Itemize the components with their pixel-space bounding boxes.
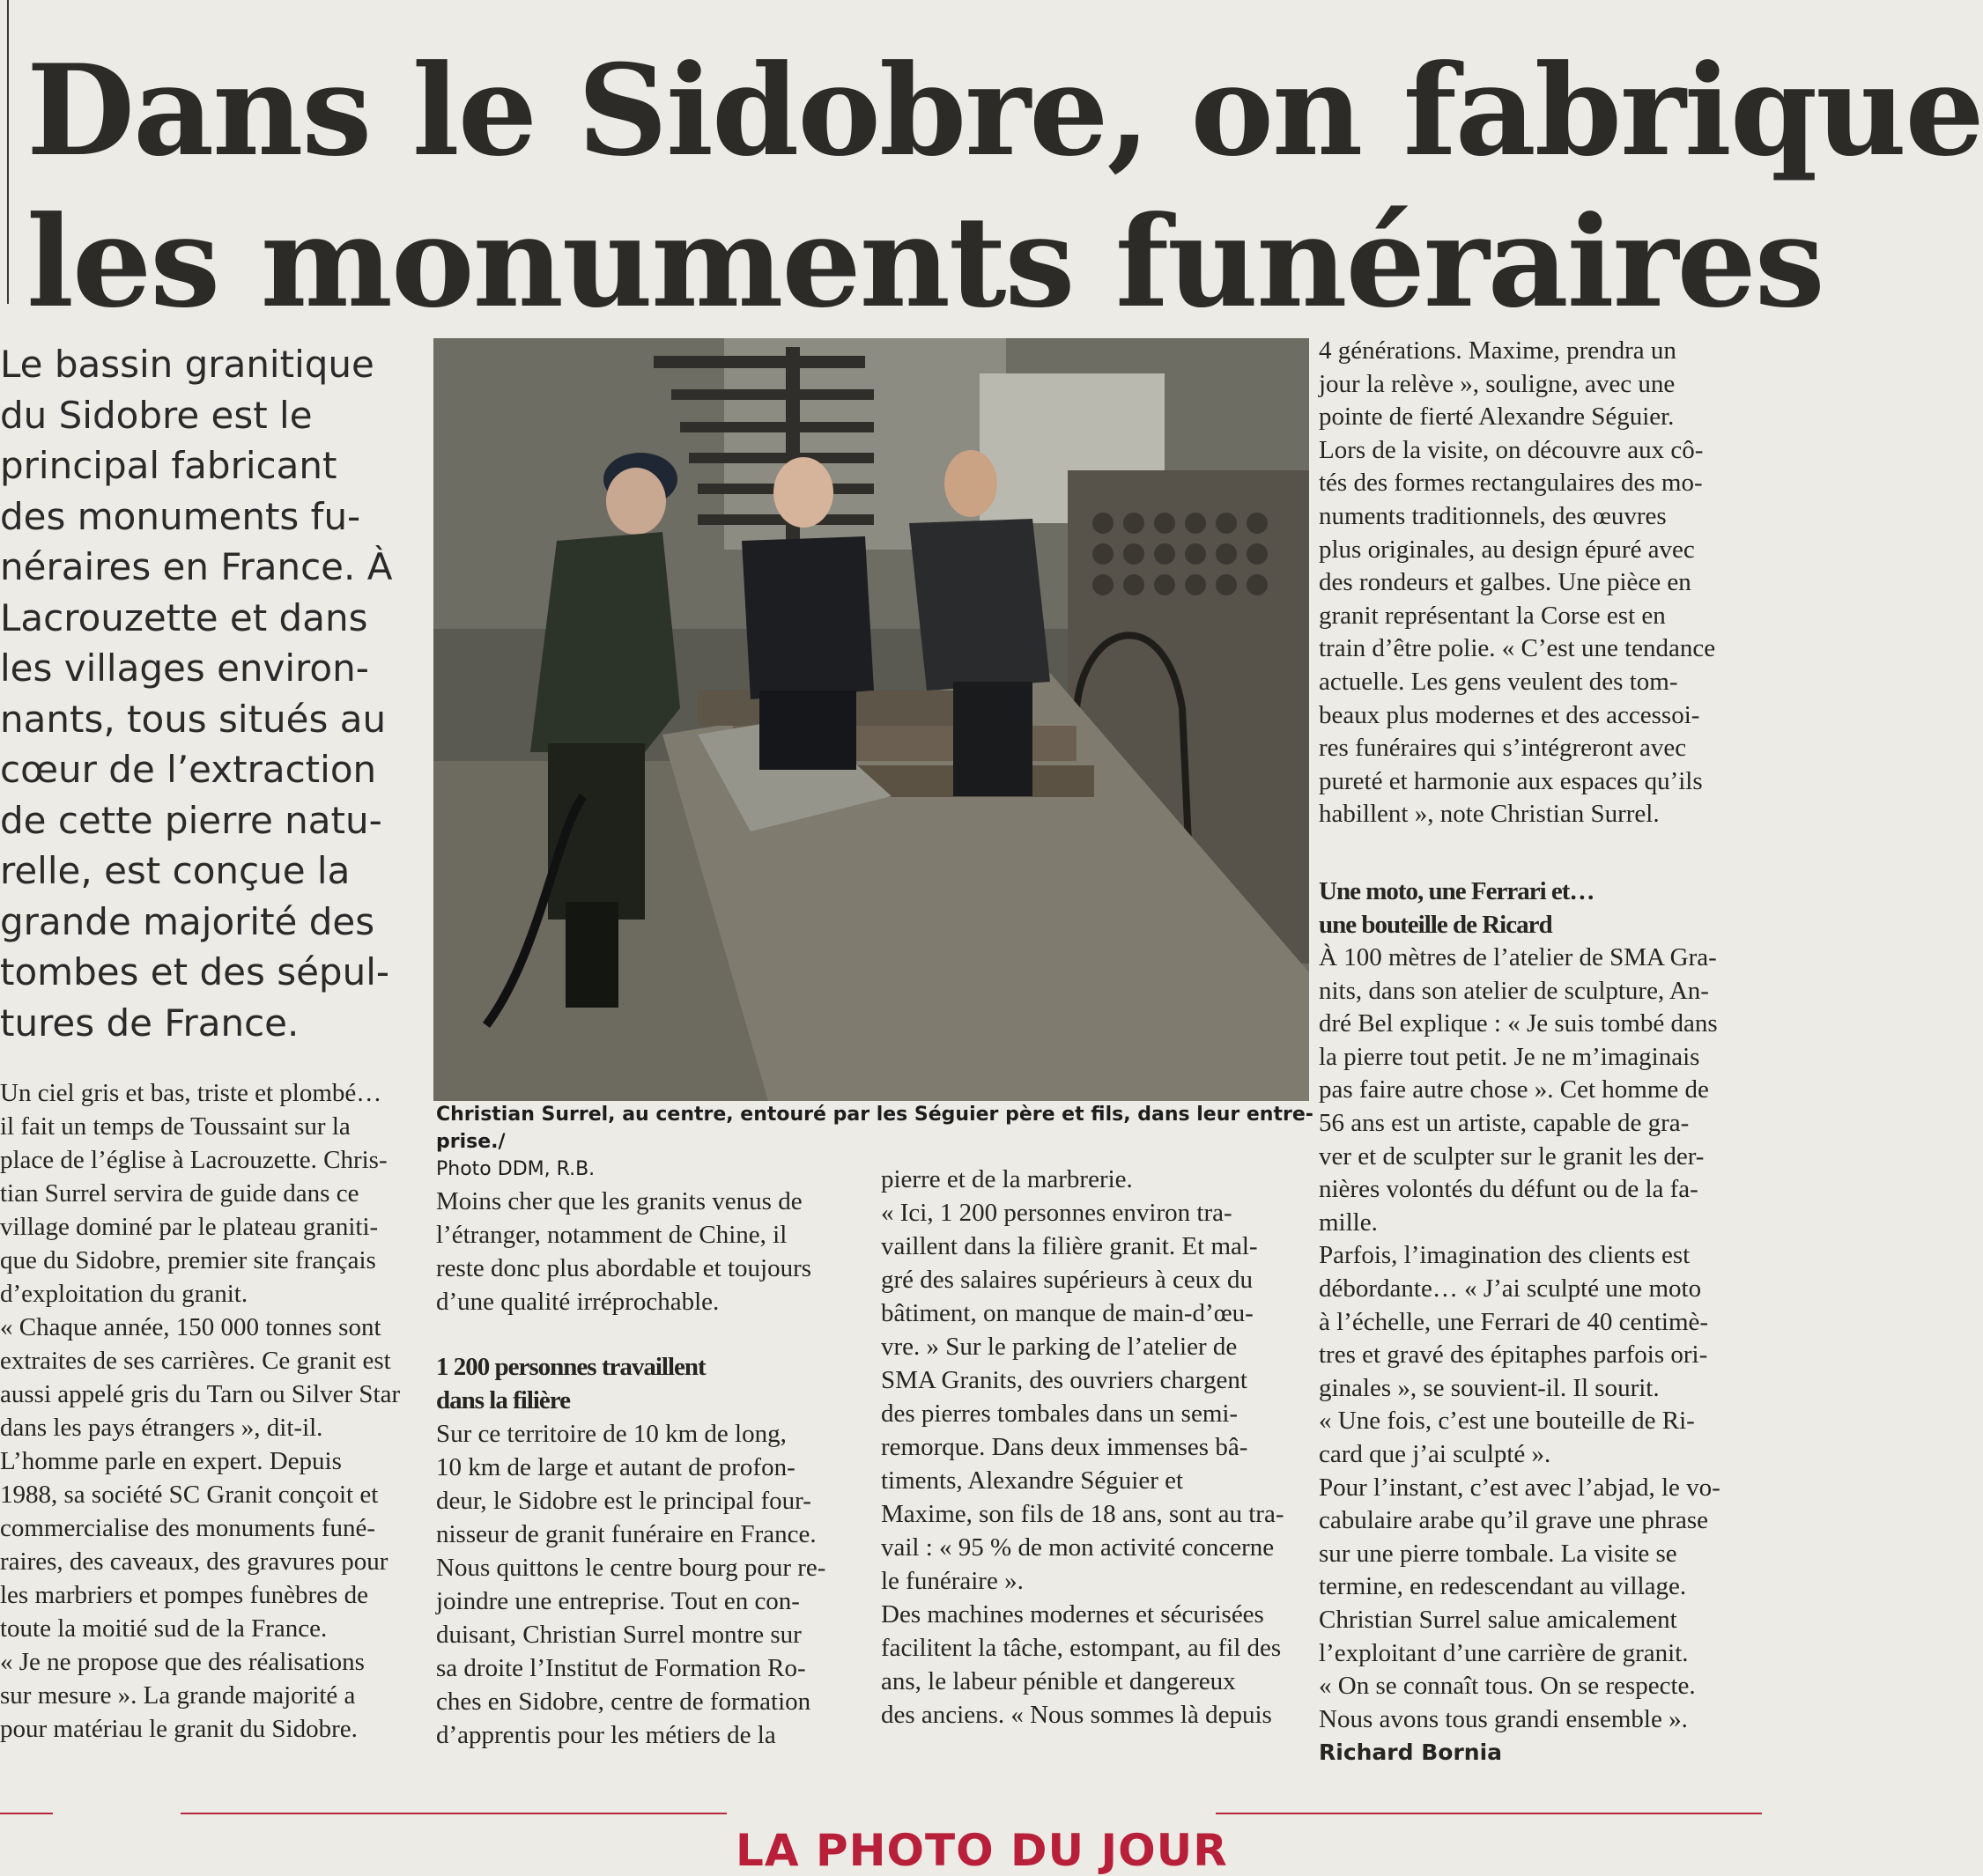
column-line: gré des salaires supérieurs à ceux du xyxy=(881,1266,1253,1294)
column-line: Moins cher que les granits venus de xyxy=(436,1187,803,1215)
headline-line-2: les monuments funéraires xyxy=(26,189,1824,336)
column-line: raires, des caveaux, des gravures pour xyxy=(0,1547,388,1576)
column-line: la pierre tout petit. Je ne m’imaginais xyxy=(1319,1042,1700,1071)
column-line: des rondeurs et galbes. Une pièce en xyxy=(1319,568,1691,597)
column-line: tés des formes rectangulaires des mo- xyxy=(1319,469,1703,498)
photo-illustration xyxy=(433,338,1309,1101)
caption-line-1 xyxy=(436,1101,1313,1128)
column-line: L’homme parle en expert. Depuis xyxy=(0,1447,342,1475)
column-line: débordante… « J’ai sculpté une moto xyxy=(1319,1274,1702,1304)
lede-line: néraires en France. À xyxy=(0,545,393,588)
subhead-2: Une moto, une Ferrari et… xyxy=(1319,876,1595,905)
column-line: duisant, Christian Surrel montre sur xyxy=(436,1621,802,1649)
column-line: aussi appelé gris du Tarn ou Silver Star xyxy=(0,1380,401,1408)
bottom-rule-left xyxy=(0,1813,53,1814)
column-line: À 100 mètres de l’atelier de SMA Gra- xyxy=(1319,943,1717,972)
lede-line: grande majorité des xyxy=(0,899,375,943)
column-line: 4 générations. Maxime, prendra un xyxy=(1319,336,1676,365)
column-line: termine, en redescendant au village. xyxy=(1319,1572,1687,1601)
column-line: SMA Granits, des ouvriers chargent xyxy=(881,1366,1247,1394)
column-line: habillent », note Christian Surrel. xyxy=(1319,800,1660,829)
subhead-1-line-2: dans la filière xyxy=(436,1386,571,1414)
workshop-photo xyxy=(433,338,1309,1101)
column-line: d’exploitation du granit. xyxy=(0,1280,248,1308)
column-line: sur une pierre tombale. La visite se xyxy=(1319,1539,1677,1568)
column-line: deur, le Sidobre est le principal four- xyxy=(436,1487,811,1515)
column-line: numents traditionnels, des œuvres xyxy=(1319,501,1667,530)
column-line: pas faire autre chose ». Cet homme de xyxy=(1319,1075,1709,1104)
column-line: vre. » Sur le parking de l’atelier de xyxy=(881,1333,1238,1361)
column-line: train d’être polie. « C’est une tendance xyxy=(1319,634,1716,663)
column-line: toute la moitié sud de la France. xyxy=(0,1614,328,1643)
lede-line: principal fabricant xyxy=(0,444,337,487)
column-line: reste donc plus abordable et toujours xyxy=(436,1254,812,1282)
column-line: plus originales, au design épuré avec xyxy=(1319,535,1695,564)
column-line: Un ciel gris et bas, triste et plombé… xyxy=(0,1079,382,1107)
column-line: extraites de ses carrières. Ce granit est xyxy=(0,1347,391,1375)
column-line: ans, le labeur pénible et dangereux xyxy=(881,1667,1236,1695)
headline-line-1: Dans le Sidobre, on fabrique xyxy=(26,38,1983,184)
column-line: jour la relève », souligne, avec une xyxy=(1319,369,1676,398)
column-line: village dominé par le plateau graniti- xyxy=(0,1213,379,1241)
lede-line: Le bassin granitique xyxy=(0,343,374,386)
subhead-2-line-2: une bouteille de Ricard xyxy=(1319,910,1552,939)
column-line: nisseur de granit funéraire en France. xyxy=(436,1520,817,1548)
caption-text: Christian Surrel, au centre, entouré par les Séguier père et fils, dans leur entre- xyxy=(436,1104,1313,1126)
headline xyxy=(26,35,1983,338)
column-line: nits, dans son atelier de sculpture, An- xyxy=(1319,976,1709,1005)
column-line: Maxime, son fils de 18 ans, sont au tra- xyxy=(881,1500,1284,1528)
column-line: Pour l’instant, c’est avec l’abjad, le vo- xyxy=(1319,1473,1720,1502)
lede-line: de cette pierre natu- xyxy=(0,798,382,842)
subhead-1: 1 200 personnes travaillent xyxy=(436,1353,706,1381)
column-line: timents, Alexandre Séguier et xyxy=(881,1466,1184,1495)
column-line: « Ici, 1 200 personnes environ tra- xyxy=(881,1199,1232,1227)
column-line: Lors de la visite, on découvre aux cô- xyxy=(1319,435,1704,464)
column-line: pour matériau le granit du Sidobre. xyxy=(0,1715,358,1743)
column-line: bâtiment, on manque de main-d’œu- xyxy=(881,1299,1254,1327)
column-line: 10 km de large et autant de profon- xyxy=(436,1453,795,1481)
column-line: ches en Sidobre, centre de formation xyxy=(436,1688,811,1716)
column-2 xyxy=(436,1185,855,1752)
column-line: « Je ne propose que des réalisations xyxy=(0,1648,365,1676)
column-line: sur mesure ». La grande majorité a xyxy=(0,1681,356,1710)
lede-line: Lacrouzette et dans xyxy=(0,595,368,639)
column-line: vaillent dans la filière granit. Et mal- xyxy=(881,1232,1258,1260)
lede-line: du Sidobre est le xyxy=(0,393,313,437)
column-line: à l’échelle, une Ferrari de 40 centimè- xyxy=(1319,1307,1709,1336)
column-line: place de l’église à Lacrouzette. Chris- xyxy=(0,1146,388,1174)
column-line: des pierres tombales dans un semi- xyxy=(881,1400,1239,1428)
column-line: des anciens. « Nous sommes là depuis xyxy=(881,1701,1272,1729)
column-line: cabulaire arabe qu’il grave une phrase xyxy=(1319,1506,1709,1535)
column-line: « On se connaît tous. On se respecte. xyxy=(1319,1672,1696,1701)
column-line: card que j’ai sculpté ». xyxy=(1319,1440,1551,1468)
column-line: le funéraire ». xyxy=(881,1567,1024,1595)
column-line: que du Sidobre, premier site français xyxy=(0,1246,376,1274)
photo-credit: Photo DDM, R.B. xyxy=(436,1158,596,1180)
column-line: Sur ce territoire de 10 km de long, xyxy=(436,1420,787,1448)
column-line: d’une qualité irréprochable. xyxy=(436,1288,720,1316)
column-line: Nous quittons le centre bourg pour re- xyxy=(436,1554,826,1582)
column-line: sa droite l’Institut de Formation Ro- xyxy=(436,1654,806,1682)
column-line: remorque. Dans deux immenses bâ- xyxy=(881,1433,1248,1461)
column-line: commercialise des monuments funé- xyxy=(0,1514,376,1542)
column-line: facilitent la tâche, estompant, au fil des xyxy=(881,1634,1282,1662)
column-line: ver et de sculpter sur le granit les der- xyxy=(1319,1141,1705,1171)
caption-text: prise./ xyxy=(436,1131,506,1153)
column-line: tian Surrel servira de guide dans ce xyxy=(0,1179,359,1208)
bottom-rule-middle xyxy=(181,1813,727,1814)
column-line: 56 ans est un artiste, capable de gra- xyxy=(1319,1109,1690,1138)
lede-line: des monuments fu- xyxy=(0,494,361,538)
column-line: Nous avons tous grandi ensemble ». xyxy=(1319,1704,1688,1733)
column-3 xyxy=(881,1163,1313,1732)
column-line: l’étranger, notamment de Chine, il xyxy=(436,1221,788,1249)
column-line: granit représentant la Corse est en xyxy=(1319,601,1666,630)
column-line: Christian Surrel salue amicalement xyxy=(1319,1605,1677,1634)
column-line: joindre une entreprise. Tout en con- xyxy=(436,1587,800,1615)
column-line: mille. xyxy=(1319,1208,1378,1237)
column-line: « Une fois, c’est une bouteille de Ri- xyxy=(1319,1407,1695,1436)
column-line: actuelle. Les gens veulent des tom- xyxy=(1319,667,1678,696)
lede xyxy=(0,339,414,1048)
column-line: pierre et de la marbrerie. xyxy=(881,1165,1133,1193)
column-line: il fait un temps de Toussaint sur la xyxy=(0,1112,351,1141)
lede-line: tombes et des sépul- xyxy=(0,950,390,993)
column-1 xyxy=(0,1076,405,1746)
lede-line: tures de France. xyxy=(0,1001,300,1045)
column-line: « Chaque année, 150 000 tonnes sont xyxy=(0,1313,381,1341)
column-line: pointe de fierté Alexandre Séguier. xyxy=(1319,403,1675,432)
column-line: vail : « 95 % de mon activité concerne xyxy=(881,1533,1275,1562)
column-line: nières volontés du défunt ou de la fa- xyxy=(1319,1175,1698,1204)
column-line: d’apprentis pour les métiers de la xyxy=(436,1721,776,1749)
column-line: tres et gravé des épitaphes parfois ori- xyxy=(1319,1341,1708,1370)
left-rule xyxy=(7,0,9,304)
column-line: res funéraires qui s’intégreront avec xyxy=(1319,734,1687,763)
lede-line: les villages environ- xyxy=(0,646,369,690)
lede-line: cœur de l’extraction xyxy=(0,748,377,791)
column-line: beaux plus modernes et des accessoi- xyxy=(1319,700,1700,729)
column-line: Des machines modernes et sécurisées xyxy=(881,1600,1264,1629)
author-signature: Richard Bornia xyxy=(1319,1739,1503,1766)
column-line: dré Bel explique : « Je suis tombé dans xyxy=(1319,1009,1718,1038)
column-line: 1988, sa société SC Granit conçoit et xyxy=(0,1481,379,1509)
column-line: pureté et harmonie aux espaces qu’ils xyxy=(1319,766,1703,795)
lede-line: nants, tous situés au xyxy=(0,697,387,741)
column-line: les marbriers et pompes funèbres de xyxy=(0,1581,368,1609)
column-line: ginales », se souvient-il. Il sourit. xyxy=(1319,1373,1660,1402)
column-line: l’exploitant d’une carrière de granit. xyxy=(1319,1638,1689,1667)
column-4 xyxy=(1319,335,1759,1769)
bottom-rule-right xyxy=(1216,1813,1762,1814)
photo-du-jour-heading: LA PHOTO DU JOUR xyxy=(736,1825,1228,1876)
column-line: dans les pays étrangers », dit-il. xyxy=(0,1414,323,1442)
column-line: Parfois, l’imagination des clients est xyxy=(1319,1241,1691,1270)
lede-line: relle, est conçue la xyxy=(0,849,351,892)
